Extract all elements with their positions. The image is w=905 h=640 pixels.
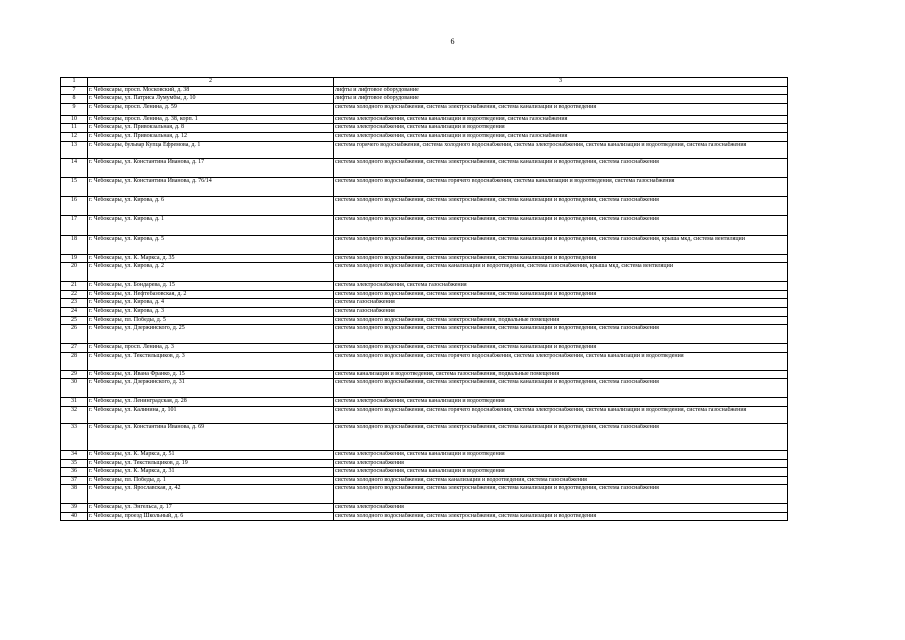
row-works: система холодного водоснабжения, система электроснабжения, система канализации и водоотведения, система газоснабжения [334, 379, 788, 398]
table-row [61, 459, 788, 468]
table-row [61, 132, 788, 141]
row-address: г. Чебоксары, пл. Победы, д. 5 [88, 316, 334, 325]
row-address: г. Чебоксары, ул. Кирова, д. 5 [88, 235, 334, 254]
row-works: система холодного водоснабжения, система канализации и водоотведения, система газоснабжения [334, 476, 788, 485]
table-row [61, 423, 788, 450]
row-number: 8 [61, 95, 88, 104]
row-works: система электроснабжения [334, 504, 788, 513]
table-row [61, 316, 788, 325]
row-address: г. Чебоксары, ул. Константина Иванова, д. 17 [88, 158, 334, 177]
row-number: 33 [61, 423, 88, 450]
row-works: система холодного водоснабжения, система электроснабжения, система канализации и водоотведения, система газоснабжения [334, 485, 788, 504]
table-row [61, 158, 788, 177]
table-row [61, 344, 788, 353]
row-works: система холодного водоснабжения, система электроснабжения, система канализации и водоотведения [334, 344, 788, 353]
table-row [61, 476, 788, 485]
row-number: 39 [61, 504, 88, 513]
row-address: г. Чебоксары, просп. Ленина, д. 3 [88, 344, 334, 353]
row-address: г. Чебоксары, просп. Московский, д. 38 [88, 86, 334, 95]
table-row [61, 290, 788, 299]
row-works: система канализации и водоотведения, система газоснабжения, подвальные помещения [334, 370, 788, 379]
row-works: система холодного водоснабжения, система горячего водоснабжения, система канализации и водоотведения, система газоснабжения [334, 177, 788, 196]
table-row [61, 103, 788, 115]
table-row [61, 450, 788, 459]
table-row [61, 196, 788, 215]
row-number: 37 [61, 476, 88, 485]
table-row [61, 141, 788, 158]
row-number: 38 [61, 485, 88, 504]
row-address: г. Чебоксары, ул. К. Маркса, д. 35 [88, 254, 334, 263]
row-address: г. Чебоксары, ул. Константина Иванова, д. 76/14 [88, 177, 334, 196]
table-row [61, 325, 788, 344]
header-cell-address: 2 [88, 78, 334, 87]
row-address: г. Чебоксары, ул. Кирова, д. 4 [88, 299, 334, 308]
row-address: г. Чебоксары, ул. Текстильщиков, д. 19 [88, 459, 334, 468]
row-number: 28 [61, 352, 88, 370]
table-row [61, 307, 788, 316]
row-number: 24 [61, 307, 88, 316]
row-number: 21 [61, 282, 88, 291]
row-address: г. Чебоксары, ул. Текстильщиков, д. 3 [88, 352, 334, 370]
row-number: 35 [61, 459, 88, 468]
row-address: г. Чебоксары, ул. Ленинградская, д. 28 [88, 398, 334, 407]
row-address: г. Чебоксары, ул. Нефтебазовская, д. 2 [88, 290, 334, 299]
row-number: 17 [61, 215, 88, 235]
page-number: 6 [450, 37, 455, 46]
row-number: 11 [61, 124, 88, 133]
row-address: г. Чебоксары, ул. Кирова, д. 3 [88, 307, 334, 316]
row-works: система холодного водоснабжения, система электроснабжения, подвальные помещения [334, 316, 788, 325]
row-address: г. Чебоксары, ул. Привокзальная, д. 12 [88, 132, 334, 141]
row-number: 25 [61, 316, 88, 325]
row-address: г. Чебоксары, пл. Победы, д. 1 [88, 476, 334, 485]
row-address: г. Чебоксары, ул. Дзержинского, д. 31 [88, 379, 334, 398]
row-number: 18 [61, 235, 88, 254]
row-works: система холодного водоснабжения, система электроснабжения, система канализации и водоотведения [334, 290, 788, 299]
row-number: 23 [61, 299, 88, 308]
row-works: система электроснабжения, система канализации и водоотведения [334, 398, 788, 407]
row-works: система холодного водоснабжения, система электроснабжения, система канализации и водоотведения [334, 103, 788, 115]
row-number: 22 [61, 290, 88, 299]
row-number: 16 [61, 196, 88, 215]
row-works: лифты и лифтовое оборудование [334, 95, 788, 104]
table-row [61, 512, 788, 521]
row-number: 7 [61, 86, 88, 95]
row-works: система электроснабжения, система канализации и водоотведения [334, 468, 788, 477]
row-works: система газоснабжения [334, 299, 788, 308]
row-works: система холодного водоснабжения, система горячего водоснабжения, система электроснабжения, система канализации и водоотведения, система газоснабжения [334, 406, 788, 423]
row-number: 20 [61, 263, 88, 282]
table-row [61, 254, 788, 263]
row-address: г. Чебоксары, ул. К. Маркса, д. 31 [88, 468, 334, 477]
row-works: система холодного водоснабжения, система электроснабжения, система канализации и водоотведения, система газоснабжения [334, 215, 788, 235]
table-header-row [61, 78, 788, 87]
row-works: система электроснабжения, система канализации и водоотведения [334, 450, 788, 459]
row-number: 40 [61, 512, 88, 521]
table-row [61, 124, 788, 133]
table-row [61, 468, 788, 477]
row-works: система холодного водоснабжения, система электроснабжения, система канализации и водоотведения, система газоснабжения [334, 158, 788, 177]
row-number: 10 [61, 115, 88, 124]
row-number: 19 [61, 254, 88, 263]
row-address: г. Чебоксары, ул. Кирова, д. 6 [88, 196, 334, 215]
row-works: система холодного водоснабжения, система канализации и водоотведения, система газоснабжения, крыша мкд, система вентиляции [334, 263, 788, 282]
row-works: система холодного водоснабжения, система электроснабжения, система канализации и водоотведения, система газоснабжения [334, 325, 788, 344]
table-row [61, 282, 788, 291]
works-table [60, 77, 788, 521]
row-works: система горячего водоснабжения, система холодного водоснабжения, система электроснабжения, система канализации и водоотведения, система газоснабжения [334, 141, 788, 158]
row-number: 36 [61, 468, 88, 477]
table-row [61, 115, 788, 124]
table-row [61, 299, 788, 308]
row-address: г. Чебоксары, ул. Бондарева, д. 15 [88, 282, 334, 291]
table-row [61, 504, 788, 513]
row-works: система газоснабжения [334, 307, 788, 316]
row-address: г. Чебоксары, ул. Ярославская, д. 42 [88, 485, 334, 504]
row-address: г. Чебоксары, просп. Ленина, д. 38, корп. 1 [88, 115, 334, 124]
row-address: г. Чебоксары, ул. Ивана Франко, д. 15 [88, 370, 334, 379]
row-works: система холодного водоснабжения, система электроснабжения, система канализации и водоотведения, система газоснабжения [334, 196, 788, 215]
row-number: 14 [61, 158, 88, 177]
row-address: г. Чебоксары, ул. Привокзальная, д. 8 [88, 124, 334, 133]
row-address: г. Чебоксары, просп. Ленина, д. 59 [88, 103, 334, 115]
row-works: система холодного водоснабжения, система электроснабжения, система канализации и водоотведения, система газоснабжения [334, 423, 788, 450]
row-number: 13 [61, 141, 88, 158]
table-row [61, 86, 788, 95]
row-number: 27 [61, 344, 88, 353]
row-number: 15 [61, 177, 88, 196]
table-row [61, 177, 788, 196]
row-address: г. Чебоксары, бульвар Купца Ефремова, д. 1 [88, 141, 334, 158]
table-row [61, 398, 788, 407]
row-works: система электроснабжения, система канализации и водоотведения, система газоснабжения [334, 115, 788, 124]
table-row [61, 379, 788, 398]
row-number: 30 [61, 379, 88, 398]
row-address: г. Чебоксары, проезд Школьный, д. 6 [88, 512, 334, 521]
row-address: г. Чебоксары, ул. Калинина, д. 101 [88, 406, 334, 423]
row-number: 31 [61, 398, 88, 407]
row-number: 34 [61, 450, 88, 459]
row-works: система холодного водоснабжения, система горячего водоснабжения, система электроснабжения, система канализации и водоотведения [334, 352, 788, 370]
table-row [61, 406, 788, 423]
table-row [61, 215, 788, 235]
row-works: система электроснабжения, система газоснабжения [334, 282, 788, 291]
header-cell-works: 3 [334, 78, 788, 87]
row-number: 29 [61, 370, 88, 379]
table-row [61, 370, 788, 379]
row-works: система электроснабжения, система канализации и водоотведения [334, 124, 788, 133]
row-address: г. Чебоксары, ул. Патриса Лумумбы, д. 10 [88, 95, 334, 104]
table-row [61, 95, 788, 104]
row-works: система электроснабжения [334, 459, 788, 468]
row-number: 12 [61, 132, 88, 141]
table-row [61, 263, 788, 282]
row-number: 9 [61, 103, 88, 115]
row-works: лифты и лифтовое оборудование [334, 86, 788, 95]
table-row [61, 485, 788, 504]
row-address: г. Чебоксары, ул. Кирова, д. 1 [88, 215, 334, 235]
row-works: система холодного водоснабжения, система электроснабжения, система канализации и водоотведения [334, 512, 788, 521]
header-cell-number: 1 [61, 78, 88, 87]
row-works: система электроснабжения, система канализации и водоотведения, система газоснабжения [334, 132, 788, 141]
row-address: г. Чебоксары, ул. Энгельса, д. 17 [88, 504, 334, 513]
row-address: г. Чебоксары, ул. Константина Иванова, д. 69 [88, 423, 334, 450]
row-number: 32 [61, 406, 88, 423]
table-row [61, 235, 788, 254]
table-row [61, 352, 788, 370]
row-address: г. Чебоксары, ул. Дзержинского, д. 25 [88, 325, 334, 344]
row-address: г. Чебоксары, ул. Кирова, д. 2 [88, 263, 334, 282]
row-works: система холодного водоснабжения, система электроснабжения, система канализации и водоотведения [334, 254, 788, 263]
row-number: 26 [61, 325, 88, 344]
row-address: г. Чебоксары, ул. К. Маркса, д. 51 [88, 450, 334, 459]
row-works: система холодного водоснабжения, система электроснабжения, система канализации и водоотведения, система газоснабжения, крыша мкд, система вентиляции [334, 235, 788, 254]
